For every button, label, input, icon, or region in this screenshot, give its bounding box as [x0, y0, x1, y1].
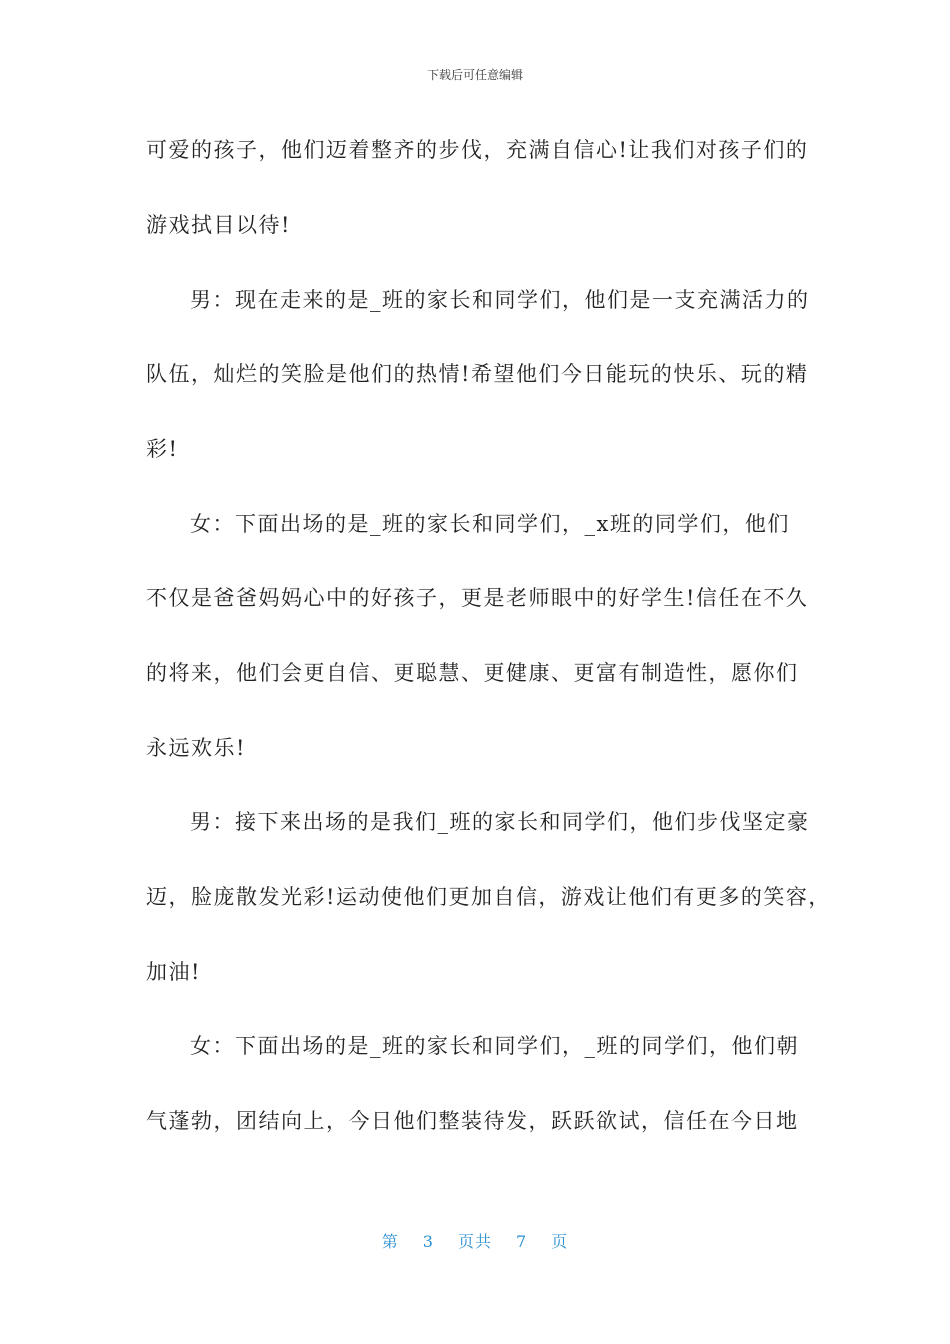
text-line: 加油!: [146, 960, 201, 984]
text-line: 彩!: [146, 437, 179, 461]
text-line: 永远欢乐!: [146, 736, 246, 760]
text-line: 男：接下来出场的是我们_班的家长和同学们，他们步伐坚定豪: [190, 810, 810, 834]
text-line: 女：下面出场的是_班的家长和同学们，_x班的同学们，他们: [190, 512, 790, 536]
text-line: 女：下面出场的是_班的家长和同学们，_班的同学们，他们朝: [190, 1034, 799, 1058]
text-line: 迈，脸庞散发光彩!运动使他们更加自信，游戏让他们有更多的笑容，: [146, 885, 831, 909]
page-suffix: 页: [551, 1232, 569, 1251]
current-page-number: 3: [422, 1232, 434, 1251]
text-line: 气蓬勃，团结向上，今日他们整装待发，跃跃欲试，信任在今日地: [146, 1109, 799, 1133]
text-line: 男：现在走来的是_班的家长和同学们，他们是一支充满活力的: [190, 288, 810, 312]
total-pages-number: 7: [516, 1232, 528, 1251]
text-line: 可爱的孩子，他们迈着整齐的步伐，充满自信心!让我们对孩子们的: [146, 138, 809, 162]
page-mid: 页共: [457, 1232, 492, 1251]
text-line: 队伍，灿烂的笑脸是他们的热情!希望他们今日能玩的快乐、玩的精: [146, 362, 809, 386]
text-line: 的将来，他们会更自信、更聪慧、更健康、更富有制造性，愿你们: [146, 661, 799, 685]
page-footer: [0, 1229, 950, 1252]
text-line: 不仅是爸爸妈妈心中的好孩子，更是老师眼中的好学生!信任在不久: [146, 586, 809, 610]
page-header: 下载后可任意编辑: [426, 68, 523, 82]
page-prefix: 第: [381, 1232, 399, 1251]
text-line: 游戏拭目以待!: [146, 213, 291, 237]
